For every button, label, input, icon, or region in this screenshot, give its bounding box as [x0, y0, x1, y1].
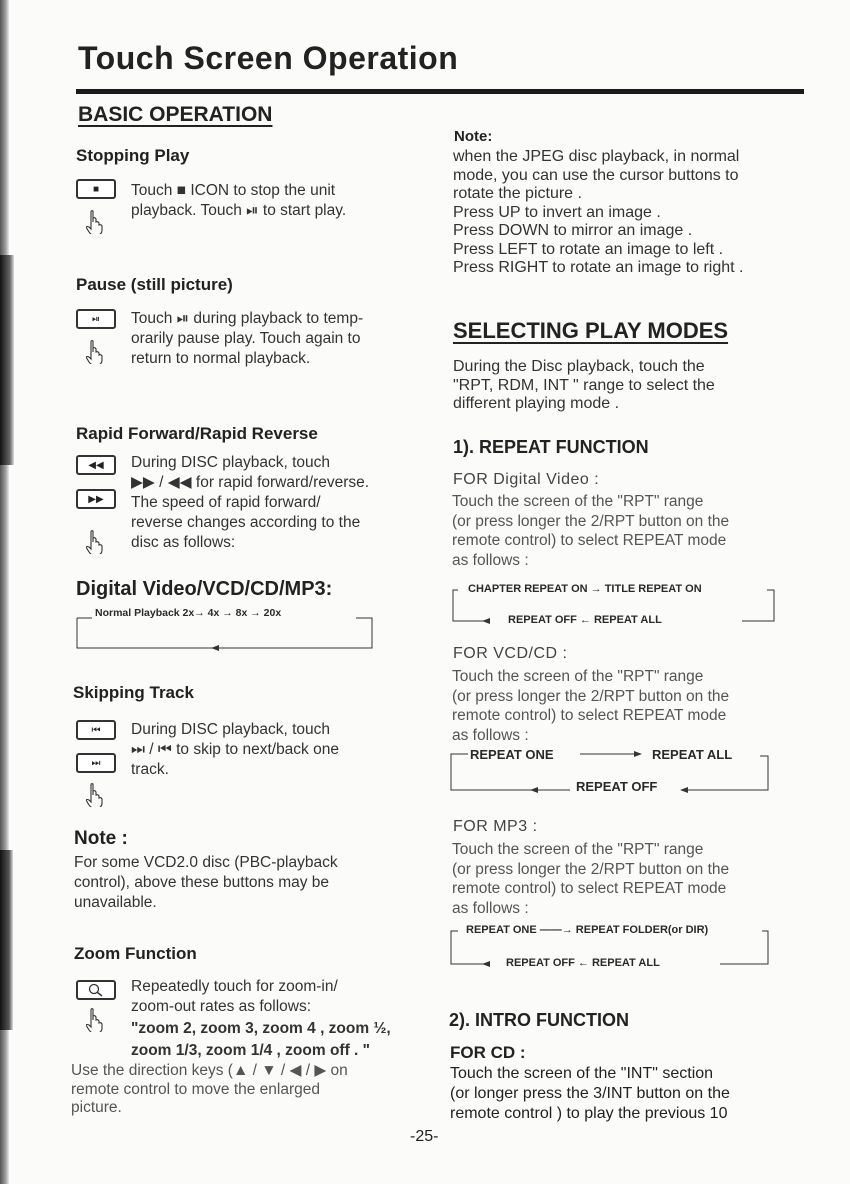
text-line: different playing mode .	[453, 395, 620, 412]
right-note-title: Note:	[454, 128, 493, 145]
text-line: Press RIGHT to rotate an image to right .	[453, 259, 744, 276]
repeat-dv-flow-top: CHAPTER REPEAT ON → TITLE REPEAT ON	[468, 583, 702, 595]
text-line: Repeatedly touch for zoom-in/	[131, 978, 338, 995]
intro-cd-title: FOR CD :	[450, 1043, 526, 1062]
text-line: ⏭ / ⏮ to skip to next/back one	[131, 741, 339, 758]
play-pause-key-icon: ⏯	[76, 309, 116, 329]
repeat-vcd-flow-one: REPEAT ONE	[470, 747, 554, 762]
rapid-title: Rapid Forward/Rapid Reverse	[76, 424, 318, 443]
text-line: Press LEFT to rotate an image to left .	[453, 240, 724, 258]
text-line: remote control ) to play the previous 10	[450, 1105, 728, 1122]
intro-text	[450, 1064, 730, 1124]
basic-operation-heading: BASIC OPERATION	[78, 103, 273, 126]
repeat-vcd-text	[452, 667, 729, 745]
previous-track-key-icon: ⏮	[76, 720, 116, 740]
text-line: The speed of rapid forward/	[131, 494, 321, 511]
intro-function-heading: 2). INTRO FUNCTION	[449, 1010, 629, 1030]
zoom-key-icon	[76, 980, 116, 1000]
stopping-play-title: Stopping Play	[76, 146, 190, 165]
repeat-mp3-text	[452, 840, 729, 918]
text-line: return to normal playback.	[131, 350, 311, 367]
zoom-levels-line: "zoom 2, zoom 3, zoom 4 , zoom ½,	[131, 1020, 391, 1037]
text-line: mode, you can use the cursor buttons to	[453, 166, 739, 184]
repeat-vcd-flow-all: REPEAT ALL	[652, 747, 733, 762]
text-line: For some VCD2.0 disc (PBC-playback	[74, 854, 338, 871]
text-line: unavailable.	[74, 894, 157, 911]
selecting-text	[453, 358, 715, 414]
repeat-dv-title: FOR Digital Video :	[453, 471, 600, 488]
page-binding-mark	[0, 850, 13, 1030]
text-line: remote control) to select REPEAT mode	[452, 532, 727, 549]
repeat-dv-text	[452, 492, 729, 570]
text-line: Use the direction keys (▲ / ▼ / ◀ / ▶ on	[71, 1062, 348, 1079]
text-line: (or press longer the 2/RPT button on the	[452, 687, 730, 705]
text-line: as follows :	[452, 899, 529, 917]
touch-hand-icon	[86, 340, 104, 364]
text-line: Touch the screen of the "INT" section	[450, 1065, 714, 1082]
fast-forward-key-icon: ▶▶	[76, 489, 116, 509]
repeat-mp3-flow-top: REPEAT ONE ——→ REPEAT FOLDER(or DIR)	[466, 924, 709, 936]
zoom-text-direction	[71, 1062, 348, 1118]
text-line: zoom-out rates as follows:	[131, 998, 312, 1015]
page-title: Touch Screen Operation	[78, 40, 459, 76]
stop-key-icon: ■	[76, 179, 116, 199]
text-line: track.	[131, 761, 169, 778]
repeat-vcd-title: FOR VCD/CD :	[453, 645, 568, 662]
text-line: disc as follows:	[131, 534, 236, 551]
text-line: control), above these buttons may be	[74, 874, 330, 891]
text-line: Press UP to invert an image .	[453, 203, 661, 221]
zoom-title: Zoom Function	[74, 944, 197, 963]
touch-hand-icon	[86, 210, 104, 234]
text-line: During DISC playback, touch	[131, 721, 331, 738]
pause-text	[131, 309, 363, 369]
text-line: remote control to move the enlarged	[71, 1080, 320, 1098]
note-text	[74, 853, 338, 913]
text-line: reverse changes according to the	[131, 514, 361, 531]
text-line: During the Disc playback, touch the	[453, 358, 705, 375]
text-line: Touch the screen of the "RPT" range	[452, 841, 704, 858]
text-line: remote control) to select REPEAT mode	[452, 880, 727, 897]
text-line: as follows :	[452, 551, 529, 569]
touch-hand-icon	[86, 783, 104, 807]
text-line: Touch ■ ICON to stop the unit	[131, 182, 336, 199]
title-rule	[76, 89, 804, 94]
skipping-text	[131, 720, 339, 780]
text-line: rotate the picture .	[453, 185, 582, 202]
stopping-play-text	[131, 181, 346, 221]
text-line: when the JPEG disc playback, in normal	[453, 148, 740, 165]
repeat-dv-flow-bottom: REPEAT OFF ← REPEAT ALL	[508, 614, 662, 626]
repeat-function-heading: 1). REPEAT FUNCTION	[453, 437, 649, 457]
page-number: -25-	[410, 1128, 439, 1145]
text-line: "RPT, RDM, INT " range to select the	[453, 376, 715, 394]
text-line: (or press longer the 2/RPT button on the	[452, 860, 730, 878]
skipping-title: Skipping Track	[73, 683, 194, 702]
text-line: Press DOWN to mirror an image .	[453, 222, 693, 239]
zoom-levels-line: zoom 1/3, zoom 1/4 , zoom off . "	[131, 1042, 371, 1059]
zoom-text-main	[131, 977, 391, 1061]
text-line: Touch the screen of the "RPT" range	[452, 668, 704, 685]
pause-title: Pause (still picture)	[76, 275, 233, 294]
magnifier-icon	[88, 983, 104, 997]
text-line: picture.	[71, 1099, 122, 1116]
text-line: Touch the screen of the "RPT" range	[452, 493, 704, 510]
text-line: remote control) to select REPEAT mode	[452, 707, 727, 724]
touch-hand-icon	[86, 1008, 104, 1032]
rewind-key-icon: ◀◀	[76, 455, 116, 475]
touch-hand-icon	[86, 530, 104, 554]
text-line: (or longer press the 3/INT button on the	[450, 1085, 730, 1102]
speed-flow-label: Normal Playback 2x→ 4x → 8x → 20x	[95, 607, 282, 619]
selecting-play-modes-heading: SELECTING PLAY MODES	[453, 318, 729, 343]
text-line: Touch ⏯ during playback to temp-	[131, 310, 364, 327]
text-line: (or press longer the 2/RPT button on the	[452, 512, 730, 530]
rapid-text	[131, 453, 369, 553]
next-track-key-icon: ⏭	[76, 753, 116, 773]
text-line: playback. Touch ⏯ to start play.	[131, 202, 347, 219]
text-line: ▶▶ / ◀◀ for rapid forward/reverse.	[131, 474, 370, 491]
note-title: Note :	[74, 828, 128, 849]
text-line: orarily pause play. Touch again to	[131, 330, 361, 347]
repeat-mp3-title: FOR MP3 :	[453, 818, 538, 835]
repeat-vcd-flow-off: REPEAT OFF	[576, 779, 658, 794]
text-line: as follows :	[452, 726, 529, 744]
text-line: During DISC playback, touch	[131, 454, 331, 471]
digital-video-title: Digital Video/VCD/CD/MP3:	[76, 578, 333, 600]
page-binding-mark	[0, 255, 14, 465]
right-note-text	[453, 148, 744, 278]
repeat-mp3-flow-bottom: REPEAT OFF ← REPEAT ALL	[506, 957, 660, 969]
